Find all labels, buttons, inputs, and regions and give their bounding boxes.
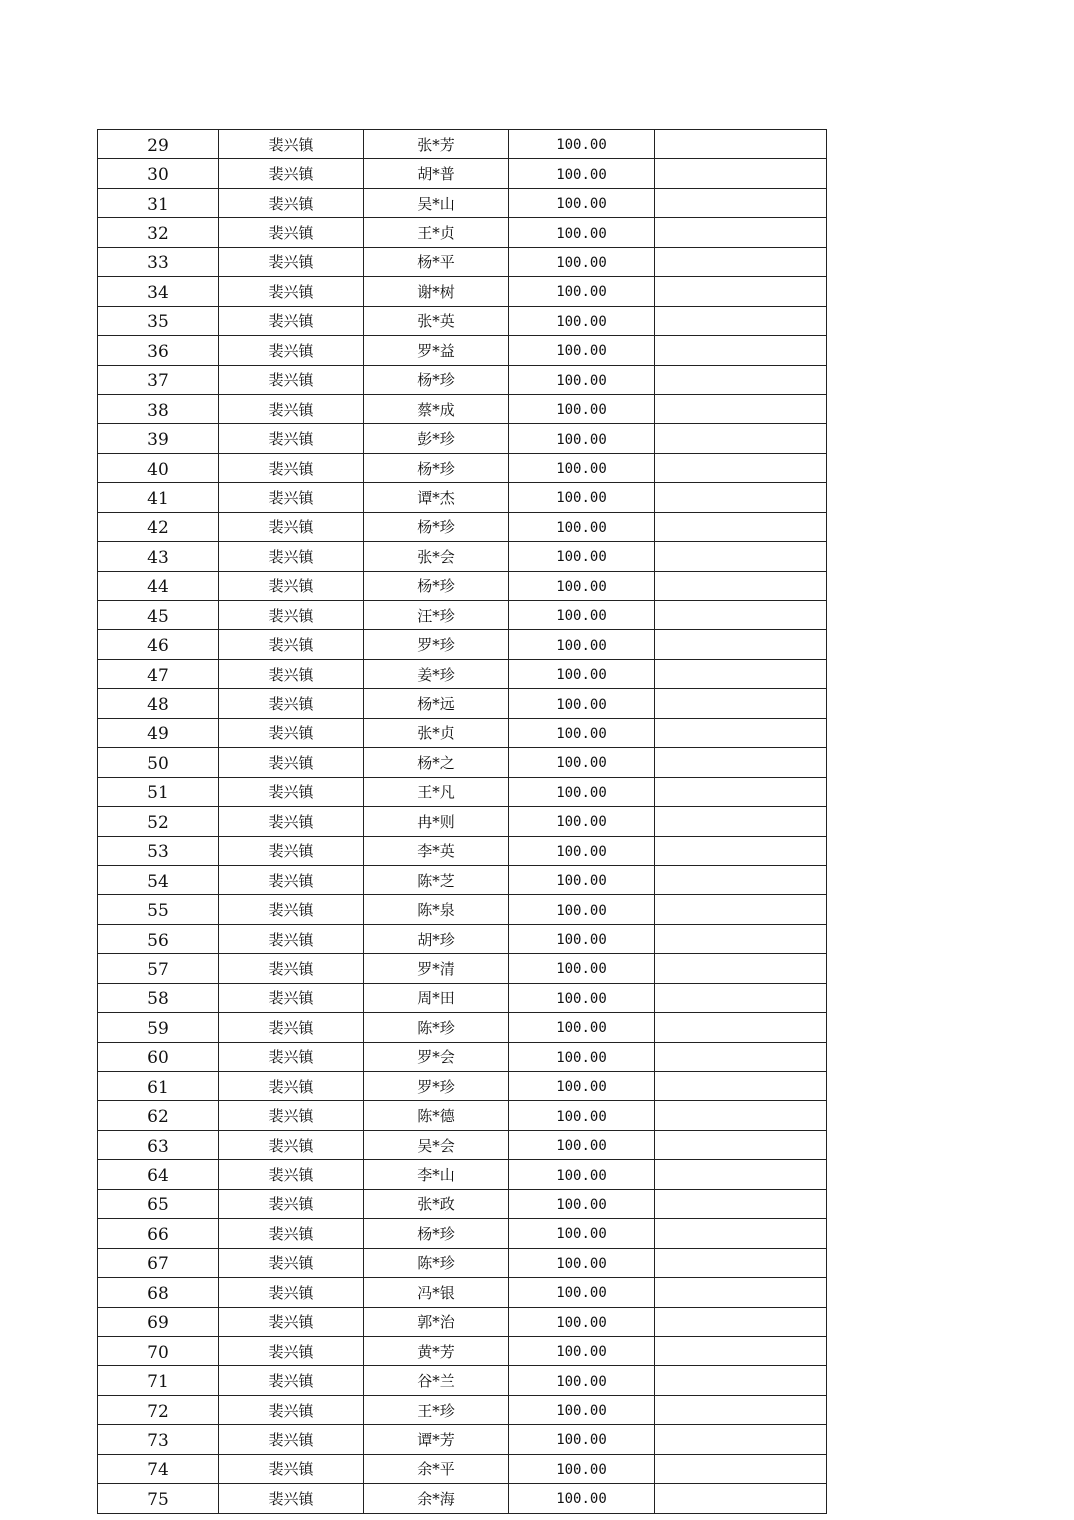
row-number-cell: 50	[98, 748, 219, 777]
row-number-cell: 71	[98, 1366, 219, 1395]
table-row	[98, 1042, 827, 1071]
row-number-cell: 36	[98, 336, 219, 365]
row-number-cell: 40	[98, 453, 219, 482]
name-cell: 余*平	[364, 1454, 509, 1483]
table-row	[98, 601, 827, 630]
town-cell: 裴兴镇	[219, 1278, 364, 1307]
town-cell: 裴兴镇	[219, 1013, 364, 1042]
table-row	[98, 954, 827, 983]
note-cell	[655, 1366, 827, 1395]
amount-cell: 100.00	[509, 218, 655, 247]
row-number-cell: 30	[98, 159, 219, 188]
town-cell: 裴兴镇	[219, 1160, 364, 1189]
note-cell	[655, 453, 827, 482]
town-cell: 裴兴镇	[219, 424, 364, 453]
row-number-cell: 55	[98, 895, 219, 924]
table-row	[98, 1101, 827, 1130]
table-row	[98, 1189, 827, 1218]
row-number-cell: 49	[98, 718, 219, 747]
row-number-cell: 57	[98, 954, 219, 983]
row-number-cell: 73	[98, 1425, 219, 1454]
town-cell: 裴兴镇	[219, 1484, 364, 1513]
name-cell: 冯*银	[364, 1278, 509, 1307]
name-cell: 张*贞	[364, 718, 509, 747]
note-cell	[655, 689, 827, 718]
note-cell	[655, 1336, 827, 1365]
amount-cell: 100.00	[509, 1013, 655, 1042]
note-cell	[655, 188, 827, 217]
note-cell	[655, 601, 827, 630]
name-cell: 陈*泉	[364, 895, 509, 924]
table-row	[98, 394, 827, 423]
row-number-cell: 41	[98, 483, 219, 512]
note-cell	[655, 542, 827, 571]
amount-cell: 100.00	[509, 1336, 655, 1365]
name-cell: 谢*树	[364, 277, 509, 306]
row-number-cell: 69	[98, 1307, 219, 1336]
row-number-cell: 39	[98, 424, 219, 453]
amount-cell: 100.00	[509, 865, 655, 894]
name-cell: 罗*益	[364, 336, 509, 365]
table-row	[98, 1278, 827, 1307]
note-cell	[655, 571, 827, 600]
amount-cell: 100.00	[509, 601, 655, 630]
town-cell: 裴兴镇	[219, 188, 364, 217]
row-number-cell: 34	[98, 277, 219, 306]
amount-cell: 100.00	[509, 1160, 655, 1189]
note-cell	[655, 1278, 827, 1307]
note-cell	[655, 777, 827, 806]
name-cell: 罗*清	[364, 954, 509, 983]
town-cell: 裴兴镇	[219, 865, 364, 894]
table-row	[98, 1366, 827, 1395]
town-cell: 裴兴镇	[219, 807, 364, 836]
amount-cell: 100.00	[509, 630, 655, 659]
note-cell	[655, 483, 827, 512]
row-number-cell: 68	[98, 1278, 219, 1307]
table-row	[98, 718, 827, 747]
note-cell	[655, 1307, 827, 1336]
table-row	[98, 1425, 827, 1454]
name-cell: 姜*珍	[364, 659, 509, 688]
note-cell	[655, 954, 827, 983]
name-cell: 黄*芳	[364, 1336, 509, 1365]
town-cell: 裴兴镇	[219, 306, 364, 335]
note-cell	[655, 807, 827, 836]
amount-cell: 100.00	[509, 983, 655, 1012]
row-number-cell: 62	[98, 1101, 219, 1130]
note-cell	[655, 924, 827, 953]
table-row	[98, 247, 827, 276]
note-cell	[655, 659, 827, 688]
town-cell: 裴兴镇	[219, 1219, 364, 1248]
amount-cell: 100.00	[509, 130, 655, 159]
name-cell: 陈*珍	[364, 1248, 509, 1277]
table-row	[98, 689, 827, 718]
table-row	[98, 1248, 827, 1277]
name-cell: 谷*兰	[364, 1366, 509, 1395]
name-cell: 杨*珍	[364, 571, 509, 600]
row-number-cell: 31	[98, 188, 219, 217]
amount-cell: 100.00	[509, 1395, 655, 1424]
table-row	[98, 1484, 827, 1513]
table-row	[98, 807, 827, 836]
row-number-cell: 63	[98, 1130, 219, 1159]
amount-cell: 100.00	[509, 483, 655, 512]
amount-cell: 100.00	[509, 571, 655, 600]
name-cell: 杨*珍	[364, 365, 509, 394]
name-cell: 杨*平	[364, 247, 509, 276]
row-number-cell: 33	[98, 247, 219, 276]
amount-cell: 100.00	[509, 924, 655, 953]
table-row	[98, 1336, 827, 1365]
amount-cell: 100.00	[509, 453, 655, 482]
name-cell: 李*英	[364, 836, 509, 865]
name-cell: 谭*芳	[364, 1425, 509, 1454]
note-cell	[655, 306, 827, 335]
table-row	[98, 483, 827, 512]
amount-cell: 100.00	[509, 748, 655, 777]
town-cell: 裴兴镇	[219, 659, 364, 688]
row-number-cell: 35	[98, 306, 219, 335]
name-cell: 张*芳	[364, 130, 509, 159]
town-cell: 裴兴镇	[219, 1072, 364, 1101]
town-cell: 裴兴镇	[219, 954, 364, 983]
row-number-cell: 66	[98, 1219, 219, 1248]
table-row	[98, 659, 827, 688]
row-number-cell: 51	[98, 777, 219, 806]
town-cell: 裴兴镇	[219, 130, 364, 159]
row-number-cell: 38	[98, 394, 219, 423]
name-cell: 罗*珍	[364, 1072, 509, 1101]
name-cell: 陈*德	[364, 1101, 509, 1130]
name-cell: 杨*珍	[364, 512, 509, 541]
amount-cell: 100.00	[509, 1248, 655, 1277]
town-cell: 裴兴镇	[219, 924, 364, 953]
table-row	[98, 542, 827, 571]
note-cell	[655, 718, 827, 747]
table-row	[98, 924, 827, 953]
town-cell: 裴兴镇	[219, 453, 364, 482]
amount-cell: 100.00	[509, 1278, 655, 1307]
town-cell: 裴兴镇	[219, 1366, 364, 1395]
amount-cell: 100.00	[509, 542, 655, 571]
name-cell: 胡*普	[364, 159, 509, 188]
row-number-cell: 37	[98, 365, 219, 394]
note-cell	[655, 1454, 827, 1483]
table-row	[98, 571, 827, 600]
roster-table	[97, 129, 827, 1514]
row-number-cell: 42	[98, 512, 219, 541]
name-cell: 余*海	[364, 1484, 509, 1513]
amount-cell: 100.00	[509, 659, 655, 688]
row-number-cell: 70	[98, 1336, 219, 1365]
name-cell: 王*珍	[364, 1395, 509, 1424]
amount-cell: 100.00	[509, 1219, 655, 1248]
row-number-cell: 64	[98, 1160, 219, 1189]
name-cell: 陈*珍	[364, 1013, 509, 1042]
note-cell	[655, 895, 827, 924]
amount-cell: 100.00	[509, 277, 655, 306]
row-number-cell: 58	[98, 983, 219, 1012]
table-body	[98, 130, 827, 1514]
table-row	[98, 630, 827, 659]
table-row	[98, 865, 827, 894]
amount-cell: 100.00	[509, 718, 655, 747]
name-cell: 郭*治	[364, 1307, 509, 1336]
table-row	[98, 512, 827, 541]
row-number-cell: 72	[98, 1395, 219, 1424]
name-cell: 陈*芝	[364, 865, 509, 894]
town-cell: 裴兴镇	[219, 1454, 364, 1483]
row-number-cell: 48	[98, 689, 219, 718]
row-number-cell: 75	[98, 1484, 219, 1513]
town-cell: 裴兴镇	[219, 542, 364, 571]
name-cell: 张*英	[364, 306, 509, 335]
row-number-cell: 44	[98, 571, 219, 600]
row-number-cell: 56	[98, 924, 219, 953]
town-cell: 裴兴镇	[219, 836, 364, 865]
row-number-cell: 29	[98, 130, 219, 159]
name-cell: 杨*之	[364, 748, 509, 777]
name-cell: 胡*珍	[364, 924, 509, 953]
table-row	[98, 1072, 827, 1101]
note-cell	[655, 748, 827, 777]
row-number-cell: 52	[98, 807, 219, 836]
note-cell	[655, 983, 827, 1012]
town-cell: 裴兴镇	[219, 218, 364, 247]
town-cell: 裴兴镇	[219, 1042, 364, 1071]
table-row	[98, 424, 827, 453]
table-row	[98, 1454, 827, 1483]
row-number-cell: 74	[98, 1454, 219, 1483]
name-cell: 吴*山	[364, 188, 509, 217]
note-cell	[655, 1219, 827, 1248]
town-cell: 裴兴镇	[219, 365, 364, 394]
note-cell	[655, 159, 827, 188]
name-cell: 彭*珍	[364, 424, 509, 453]
town-cell: 裴兴镇	[219, 394, 364, 423]
amount-cell: 100.00	[509, 807, 655, 836]
note-cell	[655, 1013, 827, 1042]
town-cell: 裴兴镇	[219, 336, 364, 365]
row-number-cell: 61	[98, 1072, 219, 1101]
note-cell	[655, 1484, 827, 1513]
note-cell	[655, 1130, 827, 1159]
amount-cell: 100.00	[509, 1454, 655, 1483]
town-cell: 裴兴镇	[219, 571, 364, 600]
note-cell	[655, 394, 827, 423]
row-number-cell: 43	[98, 542, 219, 571]
name-cell: 谭*杰	[364, 483, 509, 512]
amount-cell: 100.00	[509, 1484, 655, 1513]
row-number-cell: 53	[98, 836, 219, 865]
amount-cell: 100.00	[509, 188, 655, 217]
table-row	[98, 453, 827, 482]
amount-cell: 100.00	[509, 394, 655, 423]
table-row	[98, 306, 827, 335]
town-cell: 裴兴镇	[219, 159, 364, 188]
note-cell	[655, 365, 827, 394]
note-cell	[655, 512, 827, 541]
note-cell	[655, 630, 827, 659]
name-cell: 杨*远	[364, 689, 509, 718]
name-cell: 杨*珍	[364, 1219, 509, 1248]
note-cell	[655, 247, 827, 276]
name-cell: 吴*会	[364, 1130, 509, 1159]
table-row	[98, 1395, 827, 1424]
amount-cell: 100.00	[509, 777, 655, 806]
name-cell: 周*田	[364, 983, 509, 1012]
amount-cell: 100.00	[509, 1189, 655, 1218]
town-cell: 裴兴镇	[219, 512, 364, 541]
amount-cell: 100.00	[509, 836, 655, 865]
town-cell: 裴兴镇	[219, 630, 364, 659]
note-cell	[655, 218, 827, 247]
table-row	[98, 277, 827, 306]
note-cell	[655, 1160, 827, 1189]
town-cell: 裴兴镇	[219, 689, 364, 718]
town-cell: 裴兴镇	[219, 1248, 364, 1277]
note-cell	[655, 1395, 827, 1424]
name-cell: 冉*则	[364, 807, 509, 836]
amount-cell: 100.00	[509, 1101, 655, 1130]
table-row	[98, 1307, 827, 1336]
table-row	[98, 777, 827, 806]
town-cell: 裴兴镇	[219, 1425, 364, 1454]
name-cell: 汪*珍	[364, 601, 509, 630]
amount-cell: 100.00	[509, 306, 655, 335]
town-cell: 裴兴镇	[219, 1130, 364, 1159]
row-number-cell: 47	[98, 659, 219, 688]
amount-cell: 100.00	[509, 424, 655, 453]
table-row	[98, 895, 827, 924]
table-row	[98, 336, 827, 365]
row-number-cell: 60	[98, 1042, 219, 1071]
name-cell: 杨*珍	[364, 453, 509, 482]
town-cell: 裴兴镇	[219, 1189, 364, 1218]
row-number-cell: 65	[98, 1189, 219, 1218]
town-cell: 裴兴镇	[219, 483, 364, 512]
table-row	[98, 1160, 827, 1189]
amount-cell: 100.00	[509, 1130, 655, 1159]
name-cell: 李*山	[364, 1160, 509, 1189]
table-row	[98, 1130, 827, 1159]
table-row	[98, 1013, 827, 1042]
table-row	[98, 365, 827, 394]
amount-cell: 100.00	[509, 512, 655, 541]
town-cell: 裴兴镇	[219, 748, 364, 777]
town-cell: 裴兴镇	[219, 983, 364, 1012]
table-row	[98, 836, 827, 865]
note-cell	[655, 1101, 827, 1130]
amount-cell: 100.00	[509, 1072, 655, 1101]
note-cell	[655, 1425, 827, 1454]
note-cell	[655, 1189, 827, 1218]
town-cell: 裴兴镇	[219, 1395, 364, 1424]
amount-cell: 100.00	[509, 895, 655, 924]
row-number-cell: 45	[98, 601, 219, 630]
amount-cell: 100.00	[509, 159, 655, 188]
table-row	[98, 748, 827, 777]
town-cell: 裴兴镇	[219, 1307, 364, 1336]
note-cell	[655, 1248, 827, 1277]
note-cell	[655, 865, 827, 894]
town-cell: 裴兴镇	[219, 777, 364, 806]
town-cell: 裴兴镇	[219, 1101, 364, 1130]
note-cell	[655, 277, 827, 306]
town-cell: 裴兴镇	[219, 277, 364, 306]
table-row	[98, 159, 827, 188]
name-cell: 张*会	[364, 542, 509, 571]
amount-cell: 100.00	[509, 336, 655, 365]
row-number-cell: 54	[98, 865, 219, 894]
amount-cell: 100.00	[509, 1042, 655, 1071]
town-cell: 裴兴镇	[219, 247, 364, 276]
row-number-cell: 32	[98, 218, 219, 247]
table-row	[98, 983, 827, 1012]
note-cell	[655, 1042, 827, 1071]
amount-cell: 100.00	[509, 1366, 655, 1395]
name-cell: 张*政	[364, 1189, 509, 1218]
table-row	[98, 188, 827, 217]
table-row	[98, 130, 827, 159]
table-row	[98, 1219, 827, 1248]
town-cell: 裴兴镇	[219, 1336, 364, 1365]
amount-cell: 100.00	[509, 1307, 655, 1336]
row-number-cell: 46	[98, 630, 219, 659]
row-number-cell: 67	[98, 1248, 219, 1277]
name-cell: 罗*珍	[364, 630, 509, 659]
amount-cell: 100.00	[509, 1425, 655, 1454]
town-cell: 裴兴镇	[219, 895, 364, 924]
note-cell	[655, 1072, 827, 1101]
town-cell: 裴兴镇	[219, 718, 364, 747]
table-row	[98, 218, 827, 247]
note-cell	[655, 336, 827, 365]
amount-cell: 100.00	[509, 365, 655, 394]
note-cell	[655, 836, 827, 865]
name-cell: 王*贞	[364, 218, 509, 247]
row-number-cell: 59	[98, 1013, 219, 1042]
note-cell	[655, 424, 827, 453]
amount-cell: 100.00	[509, 689, 655, 718]
name-cell: 王*凡	[364, 777, 509, 806]
amount-cell: 100.00	[509, 247, 655, 276]
amount-cell: 100.00	[509, 954, 655, 983]
name-cell: 蔡*成	[364, 394, 509, 423]
note-cell	[655, 130, 827, 159]
name-cell: 罗*会	[364, 1042, 509, 1071]
town-cell: 裴兴镇	[219, 601, 364, 630]
